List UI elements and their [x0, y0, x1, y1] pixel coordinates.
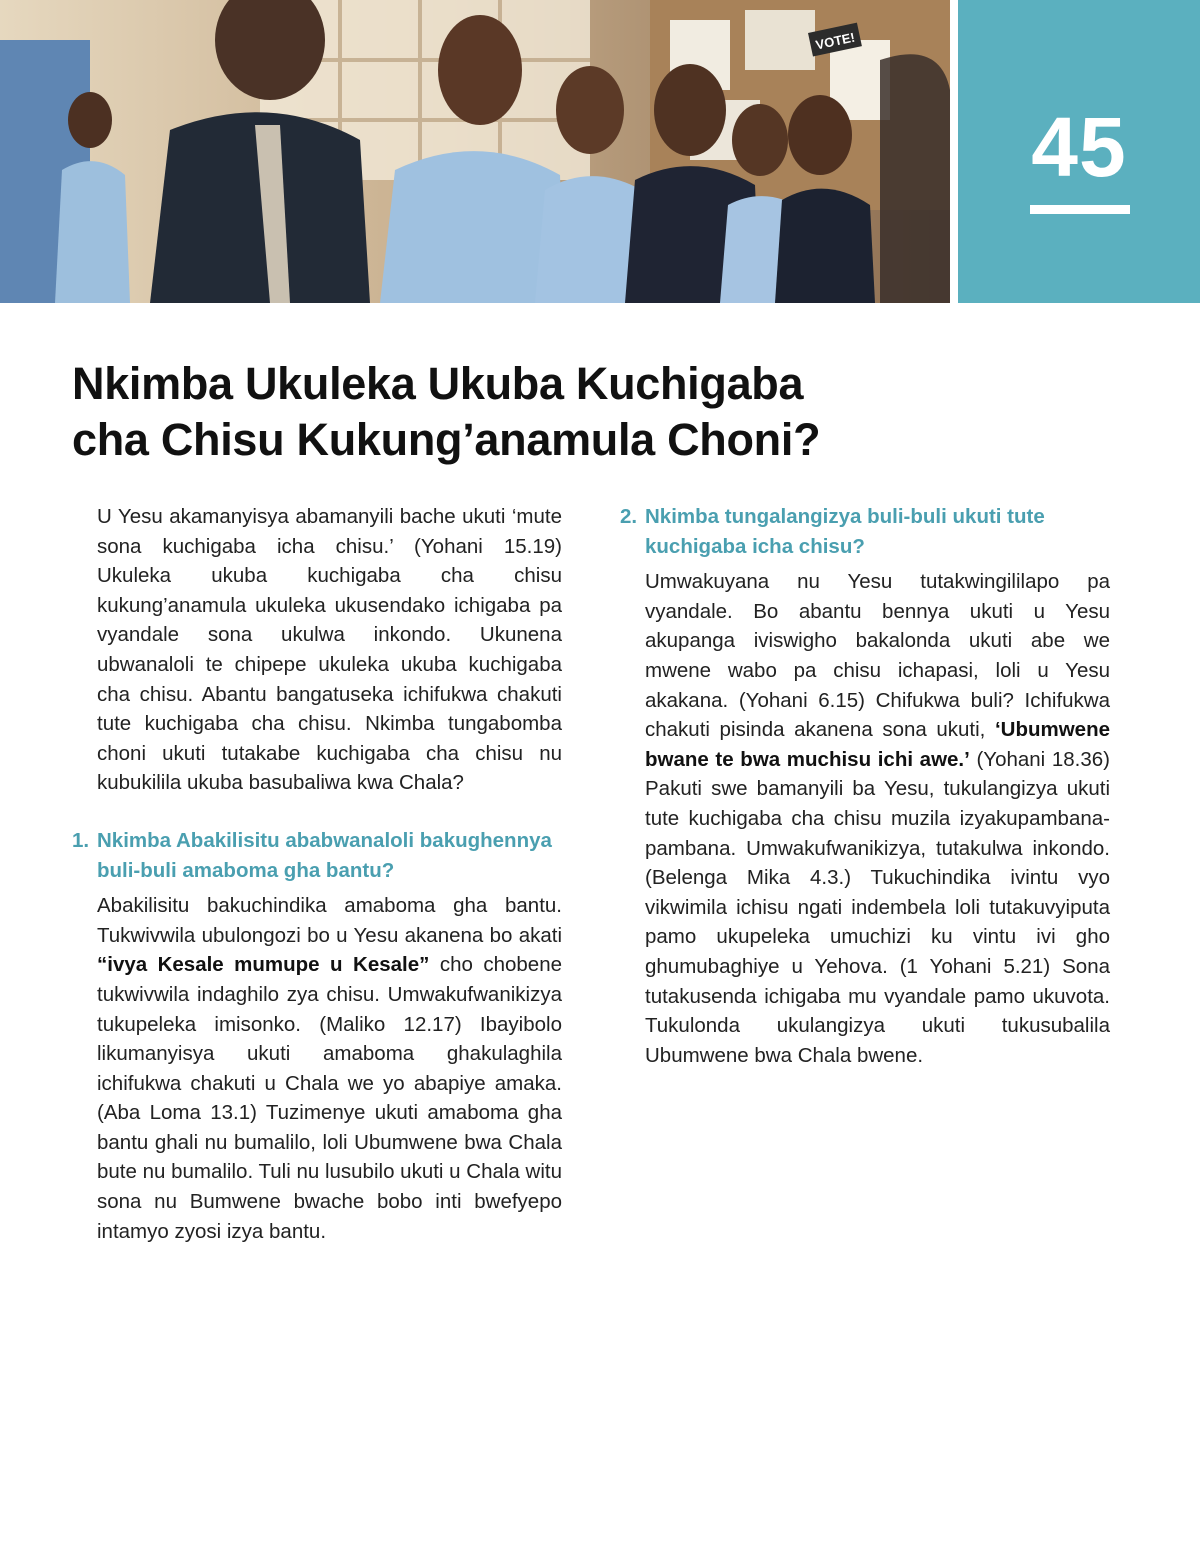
answer-1-paragraph — [97, 891, 562, 1246]
question-1-text: Nkimba Abakilisitu ababwanaloli bakughennya buli-buli amaboma gha bantu? — [97, 828, 552, 882]
right-column — [620, 502, 1110, 1070]
question-2-number: 2. — [620, 505, 638, 528]
question-1 — [72, 826, 562, 885]
intro-paragraph: U Yesu akamanyisya abamanyili bache ukuti ‘mute sona kuchigaba icha chisu.’ (Yohani 15.19) Ukuleka ukuba kuchigaba cha chisu kukung’anamula ukuleka ukusendako ichigaba pa vyandale sona ukulwa inkondo. Ukunena ubwanaloli te chipepe ukuleka ukuba kuchigaba cha chisu. Abantu bangatuseka ichifukwa chakuti tute kuchigaba cha chisu. Nkimba tungabomba choni ukuti tutakabe kuchigaba cha chisu nu kubukilila ukuba basubaliwa kwa Chala? — [97, 505, 562, 795]
lesson-number-panel — [958, 0, 1200, 303]
answer-1 — [72, 891, 562, 1246]
question-2-text: Nkimba tungalangizya buli-buli ukuti tute kuchigaba icha chisu? — [645, 505, 1045, 558]
title-line-2: cha Chisu Kukung’anamula Choni? — [72, 414, 821, 465]
spacer — [72, 798, 562, 826]
lesson-number-underline — [1030, 205, 1130, 214]
answer-1-part-b: cho chobene tukwivwila indaghilo zya chisu. Umwakufwanikizya tukupeleka imisonko. (Maliko 12.17) Ibayibolo likumanyisya ukuti amaboma ghakulaghila ichifukwa chakuti u Chala we yo abapiye amaka. (Aba Loma 13.1) Tuzimenye ukuti amaboma gha bantu ghali nu bumalilo, loli Ubumwene bwa Chala bute nu bumalilo. Tuli nu lusubilo ukuti u Chala witu sona nu Bumwene bwache bobo inti bwefyepo intamyo zyosi izya bantu. — [97, 953, 562, 1243]
header-photo — [0, 0, 950, 303]
answer-1-part-a: Abakilisitu bakuchindika amaboma gha bantu. Tukwivwila ubulongozi bo u Yesu akanena bo akati — [97, 894, 562, 947]
vote-poster-text: VOTE! — [814, 29, 857, 53]
page-title — [72, 356, 1152, 468]
question-2 — [620, 502, 1110, 561]
lesson-number: 45 — [1031, 100, 1127, 194]
classroom-illustration — [0, 0, 950, 303]
answer-2 — [620, 567, 1110, 1070]
question-1-number: 1. — [72, 828, 90, 852]
answer-2-part-b: (Yohani 18.36) Pakuti swe bamanyili ba Yesu, tukulangizya ukuti tute kuchigaba cha chisu muzila izyakupambana-pambana. Umwakufwanikizya, tutakulwa inkondo. (Belenga Mika 4.3.) Tukuchindika ivintu vyo vikwimila ichisu ngati indembela loli tutakuvyiputa pamo ukupeleka umuchizi ku vintu ivi gho ghumubaghiye u Yehova. (1 Yohani 5.21) Sona tutakusenda ichigaba mu vyandale pamo ukuvota. Tukulonda ukulangizya ukuti tukusubalila Ubumwene bwa Chala bwene. — [645, 747, 1110, 1067]
answer-2-bold: ‘Ubumwene bwane te bwa muchisu ichi awe.’ — [645, 718, 1110, 771]
answer-2-part-a: Umwakuyana nu Yesu tutakwingililapo pa vyandale. Bo abantu bennya ukuti u Yesu akupanga iviswigho bakalonda ukuti abe we mwene wabo pa chisu ichapasi, loli u Yesu akakana. (Yohani 6.15) Chifukwa buli? Ichifukwa chakuti pisinda akanena sona ukuti, — [645, 570, 1110, 742]
title-line-1: Nkimba Ukuleka Ukuba Kuchigaba — [72, 358, 804, 409]
answer-1-bold: “ivya Kesale mumupe u Kesale” — [97, 953, 430, 977]
left-column — [72, 502, 562, 1246]
answer-2-paragraph — [645, 567, 1110, 1070]
